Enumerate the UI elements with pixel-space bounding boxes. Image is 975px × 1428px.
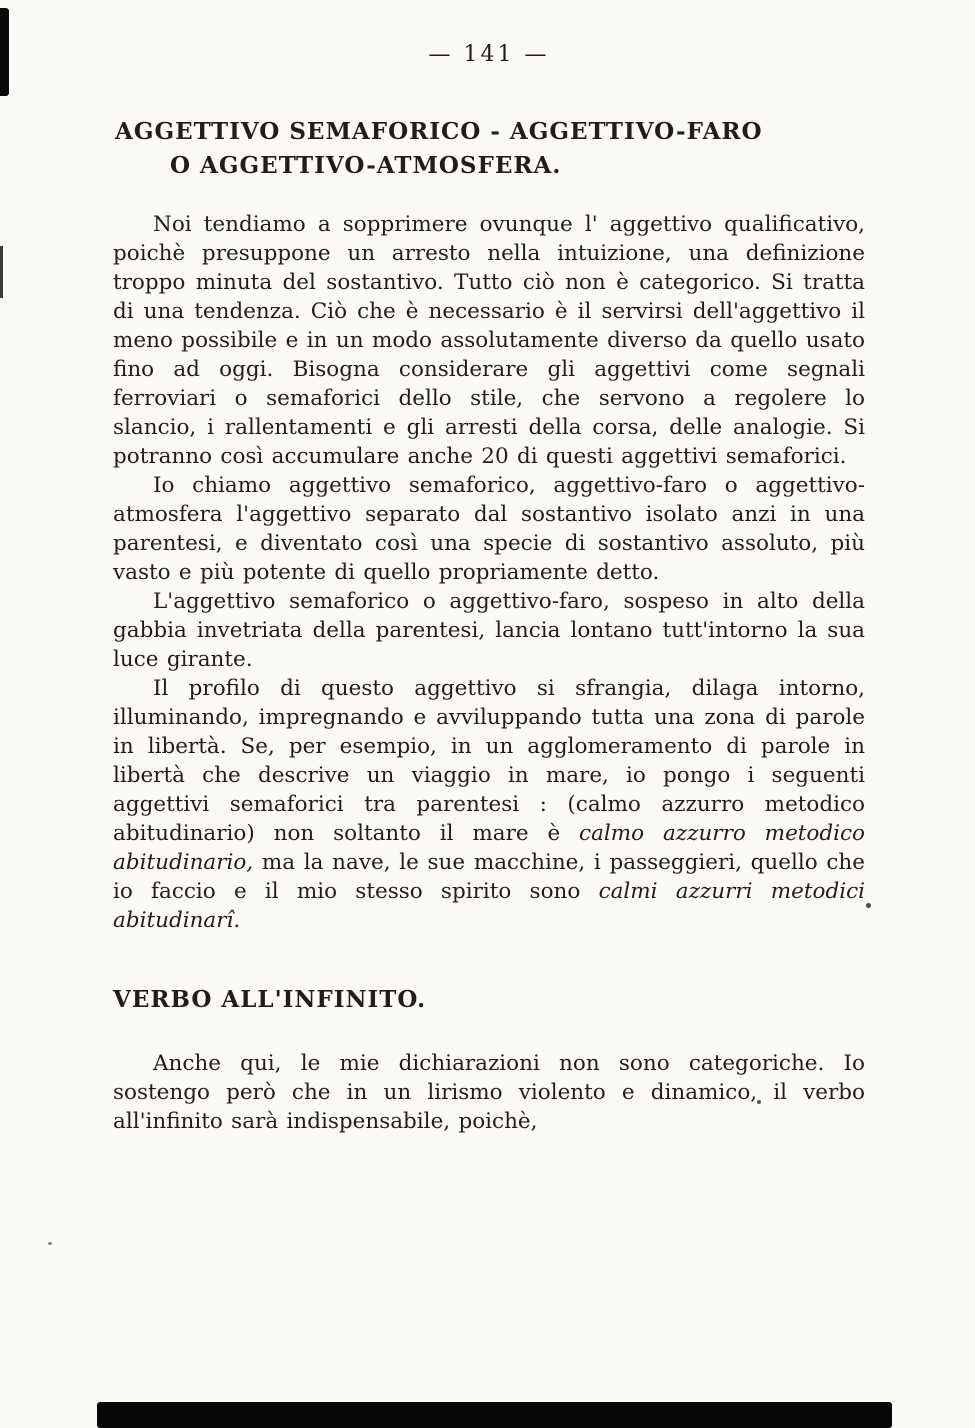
paragraph-1: Noi tendiamo a sopprimere ovunque l' aggettivo qualificativo, poichè presuppone un arresto nella intuizione, una definizione troppo minuta del sostantivo. Tutto ciò non è categorico. Si tratta di una tendenza. Ciò che è necessario è il servirsi dell'aggettivo il meno possibile e in un modo assolutamente diverso da quello usato fino ad oggi. Bisogna considerare gli aggettivi come segnali ferroviari o semaforici dello stile, che servono a regolere lo slancio, i rallentamenti e gli arresti della corsa, delle analogie. Si potranno così accumulare anche 20 di questi aggettivi semaforici. xyxy=(113,212,865,469)
paragraph-5: Anche qui, le mie dichiarazioni non sono categoriche. Io sostengo però che in un lirismo violento e dinamico, il verbo all'infinito sarà indispensabile, poichè, xyxy=(113,1051,865,1134)
section-heading-2: VERBO ALL'INFINITO. xyxy=(113,986,427,1013)
text-column xyxy=(113,0,865,1136)
italic-phrase-2: calmi azzurri metodici abitudinarî. xyxy=(113,879,866,933)
page-number: — 141 — xyxy=(428,42,550,67)
heading-line-1: AGGETTIVO SEMAFORICO - AGGETTIVO-FARO xyxy=(115,118,763,145)
scan-artifact-top-left xyxy=(0,8,9,96)
paragraph-4 xyxy=(113,674,865,935)
paragraph-2: Io chiamo aggettivo semaforico, aggettivo-faro o aggettivo-atmosfera l'aggettivo separato dal sostantivo isolato anzi in una parentesi, e diventato così una specie di sostantivo assoluto, più vasto e più potente di quello propriamente detto. xyxy=(113,473,865,585)
section-heading-1 xyxy=(115,115,865,183)
heading-line-2: O AGGETTIVO-ATMOSFERA. xyxy=(170,152,562,179)
scan-artifact-bottom-bar xyxy=(97,1402,892,1428)
paragraph-4-text-1: Il profilo di questo aggettivo si sfrangia, dilaga intorno, illuminando, impregnando e avviluppando tutta una zona di parole in libertà. Se, per esempio, in un agglomeramento di parole in libertà che descrive un viaggio in mare, io pongo i seguenti aggettivi semaforici tra parentesi : (calmo azzurro metodico abitudinario) non soltanto il mare è xyxy=(113,676,865,846)
paragraph-4-text-2: ma la nave, le sue macchine, i passeggieri, quello che io faccio e il mio stesso spirito sono xyxy=(113,850,865,904)
italic-phrase-1: calmo azzurro metodico abitudinario, xyxy=(113,821,865,875)
scan-speck xyxy=(866,903,871,908)
section-1-body xyxy=(113,210,865,935)
scan-artifact-left-edge xyxy=(0,246,3,298)
paragraph-3: L'aggettivo semaforico o aggettivo-faro, sospeso in alto della gabbia invetriata della parentesi, lancia lontano tutt'intorno la sua luce girante. xyxy=(113,589,865,672)
scan-speck xyxy=(48,1242,52,1245)
